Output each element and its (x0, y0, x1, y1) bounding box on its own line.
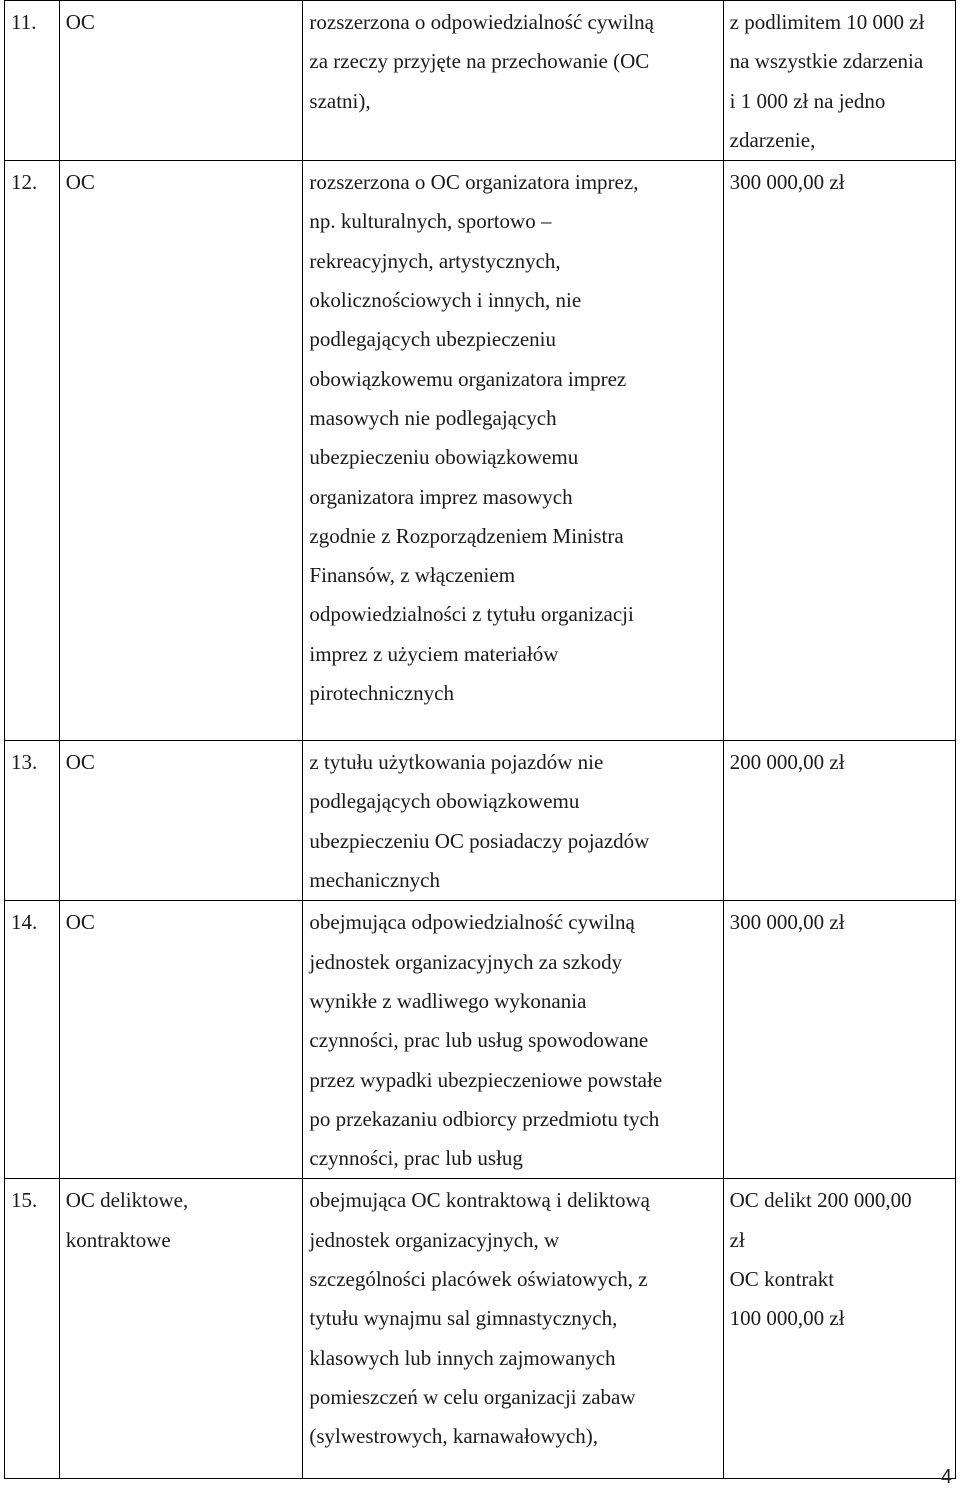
coverage-description-line: wynikłe z wadliwego wykonania (309, 988, 587, 1013)
coverage-description-line: rozszerzona o odpowiedzialność cywilną (309, 10, 655, 34)
coverage-description (303, 741, 723, 901)
table-body (5, 1, 956, 1479)
coverage-description-line: ubezpieczeniu OC posiadaczy pojazdów (309, 828, 650, 853)
coverage-description-line: obejmująca OC kontraktową i deliktową (309, 1188, 650, 1213)
coverage-description-line: obejmująca odpowiedzialność cywilną (309, 910, 635, 935)
page-number: 4 (940, 1466, 952, 1488)
coverage-description (303, 1179, 723, 1479)
insurance-type-line: OC deliktowe, (65, 1188, 189, 1213)
coverage-description-line: podlegających ubezpieczeniu (309, 327, 557, 352)
coverage-limit (723, 741, 955, 901)
coverage-description-line: organizatora imprez masowych (309, 484, 573, 509)
insurance-type (59, 901, 303, 1179)
table-row (5, 1, 956, 161)
row-number: 15. (5, 1179, 60, 1479)
coverage-limit (723, 901, 955, 1179)
insurance-type (59, 1, 303, 161)
coverage-description-line: podlegających obowiązkowemu (309, 789, 580, 814)
table-row (5, 1179, 956, 1479)
coverage-description-line: mechanicznych (309, 868, 440, 893)
coverage-limit-line: 200 000,00 zł (729, 750, 845, 775)
coverage-description-line: zgodnie z Rozporządzeniem Ministra (309, 523, 624, 548)
coverage-description-line: szczególności placówek oświatowych, z (309, 1267, 648, 1292)
coverage-limit-line: zł (729, 1227, 745, 1252)
coverage-description-line: za rzeczy przyjęte na przechowanie (OC (309, 49, 650, 74)
insurance-type-line: OC (65, 10, 95, 34)
coverage-limit-line: z podlimitem 10 000 zł (729, 10, 925, 34)
coverage-description-line: z tytułu użytkowania pojazdów nie (309, 750, 604, 775)
coverage-description-line: tytułu wynajmu sal gimnastycznych, (309, 1306, 618, 1331)
insurance-type-line: kontraktowe (65, 1227, 171, 1252)
table-row (5, 741, 956, 901)
insurance-type-line: OC (65, 170, 95, 195)
coverage-description-line: przez wypadki ubezpieczeniowe powstałe (309, 1067, 663, 1092)
coverage-description-line: pomieszczeń w celu organizacji zabaw (309, 1384, 636, 1409)
row-number: 11. (5, 1, 60, 161)
row-number: 14. (5, 901, 60, 1179)
row-number: 13. (5, 741, 60, 901)
coverage-description-line: rozszerzona o OC organizatora imprez, (309, 170, 639, 195)
table-row (5, 161, 956, 741)
coverage-description-line: (sylwestrowych, karnawałowych), (309, 1424, 599, 1449)
coverage-limit-line: na wszystkie zdarzenia (729, 49, 924, 74)
insurance-coverage-table (4, 0, 956, 1479)
coverage-description (303, 1, 723, 161)
coverage-limit (723, 1179, 955, 1479)
table-row (5, 901, 956, 1179)
coverage-description-line: masowych nie podlegających (309, 405, 557, 430)
coverage-limit-line: i 1 000 zł na jedno (729, 88, 886, 113)
coverage-description (303, 161, 723, 741)
coverage-limit (723, 161, 955, 741)
coverage-description (303, 901, 723, 1179)
coverage-limit-line: zdarzenie, (729, 127, 816, 152)
coverage-description-line: odpowiedzialności z tytułu organizacji (309, 602, 634, 627)
coverage-description-line: pirotechnicznych (309, 681, 454, 706)
coverage-description-line: po przekazaniu odbiorcy przedmiotu tych (309, 1106, 660, 1131)
coverage-limit-line: 300 000,00 zł (729, 170, 845, 195)
coverage-limit (723, 1, 955, 161)
coverage-description-line: imprez z użyciem materiałów (309, 641, 559, 666)
coverage-description-line: czynności, prac lub usług spowodowane (309, 1028, 649, 1053)
coverage-description-line: czynności, prac lub usług (309, 1146, 523, 1171)
coverage-limit-line: OC delikt 200 000,00 (729, 1188, 912, 1213)
coverage-description-line: rekreacyjnych, artystycznych, (309, 248, 561, 273)
coverage-limit-line: 300 000,00 zł (729, 910, 845, 935)
coverage-limit-line: 100 000,00 zł (729, 1306, 845, 1331)
insurance-type (59, 161, 303, 741)
coverage-description-line: jednostek organizacyjnych za szkody (309, 949, 623, 974)
coverage-description-line: szatni), (309, 88, 371, 113)
coverage-description-line: klasowych lub innych zajmowanych (309, 1345, 616, 1370)
coverage-description-line: np. kulturalnych, sportowo – (309, 209, 552, 234)
coverage-description-line: okolicznościowych i innych, nie (309, 288, 582, 313)
coverage-description-line: Finansów, z włączeniem (309, 563, 516, 588)
coverage-limit-line: OC kontrakt (729, 1267, 835, 1292)
insurance-type (59, 741, 303, 901)
coverage-description-line: obowiązkowemu organizatora imprez (309, 366, 627, 391)
insurance-type (59, 1179, 303, 1479)
coverage-description-line: ubezpieczeniu obowiązkowemu (309, 445, 579, 470)
coverage-description-line: jednostek organizacyjnych, w (309, 1227, 560, 1252)
insurance-type-line: OC (65, 750, 95, 775)
row-number: 12. (5, 161, 60, 741)
insurance-type-line: OC (65, 910, 95, 935)
